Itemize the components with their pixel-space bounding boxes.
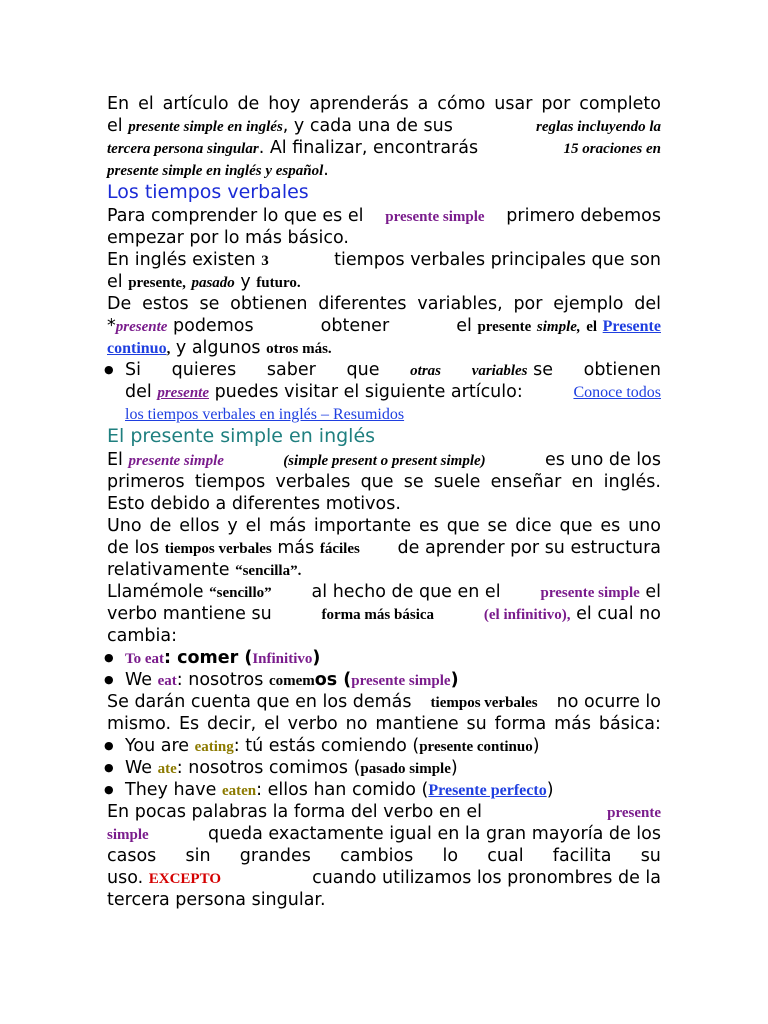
presente-continuo-link[interactable]: Presente [602, 318, 661, 335]
word: cambios [340, 846, 414, 866]
word: Se darán cuenta que en los demás [107, 692, 412, 712]
word: inglés. [603, 472, 661, 492]
section-heading-tiempos-verbales: Los tiempos verbales [107, 181, 309, 203]
word: verbales [275, 472, 351, 492]
word: cual [487, 846, 524, 866]
word: lo [442, 846, 459, 866]
word: más [554, 714, 591, 734]
word: y algunos [175, 338, 261, 358]
tiempos-verbales-link-cont[interactable]: los tiempos verbales en inglés – Resumidos [125, 406, 405, 423]
sencilla-term: “sencilla”. [235, 563, 302, 579]
word: el [245, 516, 262, 536]
word: We [125, 670, 153, 690]
word: : ellos han comido ( [256, 780, 429, 800]
word: hoy [268, 94, 301, 114]
tiempos-verbales-link[interactable]: Conoce todos [573, 384, 661, 401]
presente-term: presente [607, 805, 661, 821]
simple-term: simple [107, 827, 149, 843]
word: ) [532, 736, 540, 756]
presente-simple-term: presente simple [128, 453, 224, 469]
word: Es [178, 714, 200, 734]
faciles-term: fáciles [319, 541, 360, 557]
word: suele [433, 472, 481, 492]
word: grandes [239, 846, 311, 866]
word: . [327, 341, 332, 357]
tiempos-verbales-term: tiempos verbales [164, 541, 272, 557]
word: , [182, 275, 186, 291]
word: . [296, 275, 301, 291]
word: se [487, 516, 508, 536]
word: relativamente [107, 560, 230, 580]
word: ejemplo [553, 294, 624, 314]
word: de los [107, 538, 160, 558]
word: sin [185, 846, 211, 866]
presente-simple-term: presente simple [351, 673, 451, 689]
word: , y cada una de sus [282, 116, 453, 136]
section-heading-presente-simple: El presente simple en inglés [107, 425, 376, 447]
word: cambia: [107, 626, 177, 646]
tiempos-verbales-term: tiempos verbales [430, 695, 538, 711]
excepto-term: EXCEPTO [148, 871, 221, 887]
word: no ocurre lo [556, 692, 661, 712]
word: forma [494, 714, 547, 734]
word: tiempos verbales principales que son [334, 250, 661, 270]
word: que [360, 472, 394, 492]
ate-term: ate [157, 761, 177, 777]
word: verbo mantiene su [107, 604, 272, 624]
word: el cual no [576, 604, 661, 624]
futuro-term: futuro [256, 275, 297, 291]
word: presente [477, 319, 532, 335]
word: por [513, 294, 543, 314]
word: importante [313, 516, 412, 536]
word: otras [410, 363, 441, 379]
word: de [149, 516, 172, 536]
word: cuando utilizamos los pronombres de la [312, 868, 661, 888]
word: su [640, 846, 661, 866]
word: El [107, 450, 123, 470]
word: decir, [207, 714, 257, 734]
word: es [418, 516, 439, 536]
word: enseñar [490, 472, 562, 492]
word: el [107, 272, 123, 292]
word: más [277, 538, 315, 558]
word: primeros [107, 472, 185, 492]
word: saber [266, 360, 316, 380]
word: del [125, 382, 152, 402]
word: Si [125, 360, 141, 380]
word: podemos [173, 316, 254, 336]
infinitivo-term: el infinitivo [488, 607, 562, 623]
word: se [403, 472, 424, 492]
word: ( [483, 607, 489, 623]
word: We [125, 758, 153, 778]
word: más [269, 516, 306, 536]
word: variables, [417, 294, 503, 314]
word: en [571, 472, 594, 492]
word: , [166, 341, 171, 357]
bullet-icon: ● [104, 783, 114, 796]
word: que [346, 360, 380, 380]
presente-continuo-term: presente continuo [419, 739, 533, 755]
word: Llamémole [107, 582, 204, 602]
bullet-icon: ● [104, 761, 114, 774]
word: ellos [179, 516, 220, 536]
word: usar [494, 94, 533, 114]
tercera-persona-phrase: tercera persona singular [107, 141, 259, 157]
word: se [199, 294, 220, 314]
word: el [586, 319, 598, 335]
presente-perfecto-link[interactable]: Presente perfecto [428, 782, 547, 799]
presente-continuo-link-cont[interactable]: continuo [107, 340, 167, 357]
word: casos [107, 846, 157, 866]
word: al hecho de que en el [311, 582, 501, 602]
word: del [634, 294, 661, 314]
word: por [541, 94, 571, 114]
word: el [264, 714, 280, 734]
word: facilita [552, 846, 612, 866]
word: De [107, 294, 132, 314]
forma-basica-term: forma más básica [321, 607, 435, 623]
bullet-icon: ● [104, 739, 114, 752]
word: básica: [598, 714, 661, 734]
word: uso. [107, 868, 144, 888]
word: completo [579, 94, 661, 114]
word: de [237, 94, 260, 114]
word: os ( [314, 670, 352, 690]
word: de aprender por su estructura [397, 538, 661, 558]
oraciones-phrase: 15 oraciones en [563, 141, 661, 157]
word: comem [268, 673, 315, 689]
presente-term: presente [157, 385, 209, 401]
word: : nosotros [176, 670, 264, 690]
word: aprenderás [309, 94, 409, 114]
word: quieres [171, 360, 237, 380]
word: : nosotros comimos ( [176, 758, 361, 778]
bullet-icon: ● [104, 673, 114, 686]
eaten-term: eaten [221, 783, 257, 799]
word: ) [312, 648, 321, 668]
word: queda exactamente igual en la gran mayoría de los [208, 824, 661, 844]
word: que [559, 516, 593, 536]
word: puedes visitar el siguiente artículo: [214, 382, 523, 402]
eat-term: eat [157, 673, 177, 689]
word: el [645, 582, 661, 602]
word: estos [142, 294, 189, 314]
word: ) [546, 780, 554, 800]
presente-simple-term: presente simple [540, 585, 640, 601]
word: es [600, 516, 621, 536]
word: ) [450, 758, 458, 778]
bullet-icon: ● [104, 363, 114, 376]
word: artículo [162, 94, 229, 114]
word: tercera persona singular. [107, 890, 326, 910]
word: . [323, 160, 329, 180]
word: se [533, 360, 553, 380]
word: no [345, 714, 368, 734]
word: ) [450, 670, 459, 690]
word: verbo [287, 714, 338, 734]
word: . Al finalizar, encontrarás [258, 138, 479, 158]
word: tiempos [194, 472, 266, 492]
infinitivo-term: Infinitivo [252, 651, 313, 667]
word: They have [125, 780, 217, 800]
word: : tú estás comiendo ( [233, 736, 420, 756]
presente-simple-term: presente simple [385, 209, 485, 225]
word: En pocas palabras la forma del verbo en el [107, 802, 482, 822]
word: diferentes [318, 294, 407, 314]
pasado-term: pasado [191, 275, 235, 291]
word: cómo [437, 94, 486, 114]
reglas-phrase: reglas incluyendo la [535, 119, 661, 135]
word: es uno de los [544, 450, 661, 470]
word: En [107, 94, 130, 114]
word: el [138, 94, 154, 114]
word: el [107, 116, 123, 136]
word: mantiene [375, 714, 459, 734]
pasado-simple-term: pasado simple [360, 761, 451, 777]
word: que [446, 516, 480, 536]
otros-mas-term: otros más [266, 341, 328, 357]
word: mismo. [107, 714, 172, 734]
word: * [107, 316, 116, 336]
word: dice [515, 516, 552, 536]
word: 3 [261, 253, 269, 269]
word: el [456, 316, 472, 336]
word: obtener [320, 316, 390, 336]
word: Para comprender lo que es el [107, 206, 364, 226]
word: a [417, 94, 429, 114]
presente-espanol-phrase: presente simple en inglés y español [107, 163, 324, 179]
word: obtienen [583, 360, 661, 380]
word: variables [471, 363, 528, 379]
word: empezar por lo más básico. [107, 228, 349, 248]
presente-term: presente [115, 319, 168, 335]
eating-term: eating [194, 739, 234, 755]
word: y [240, 272, 251, 292]
sencillo-term: “sencillo” [209, 585, 272, 601]
word: y [227, 516, 238, 536]
word: simple, [536, 319, 581, 335]
word: You are [125, 736, 190, 756]
presente-term: presente [128, 275, 183, 291]
simple-present-phrase: (simple present o present simple) [283, 453, 486, 469]
presente-simple-phrase: presente simple en inglés [128, 119, 283, 135]
bullet-icon: ● [104, 651, 114, 664]
word: En inglés existen [107, 250, 256, 270]
word: su [466, 714, 487, 734]
word: Uno [107, 516, 142, 536]
word: uno [628, 516, 661, 536]
word: : comer ( [164, 648, 253, 668]
word: obtienen [230, 294, 308, 314]
word: Esto debido a diferentes motivos. [107, 494, 401, 514]
to-eat-term: To eat [125, 651, 165, 667]
word: primero debemos [506, 206, 661, 226]
word: ), [561, 607, 571, 623]
